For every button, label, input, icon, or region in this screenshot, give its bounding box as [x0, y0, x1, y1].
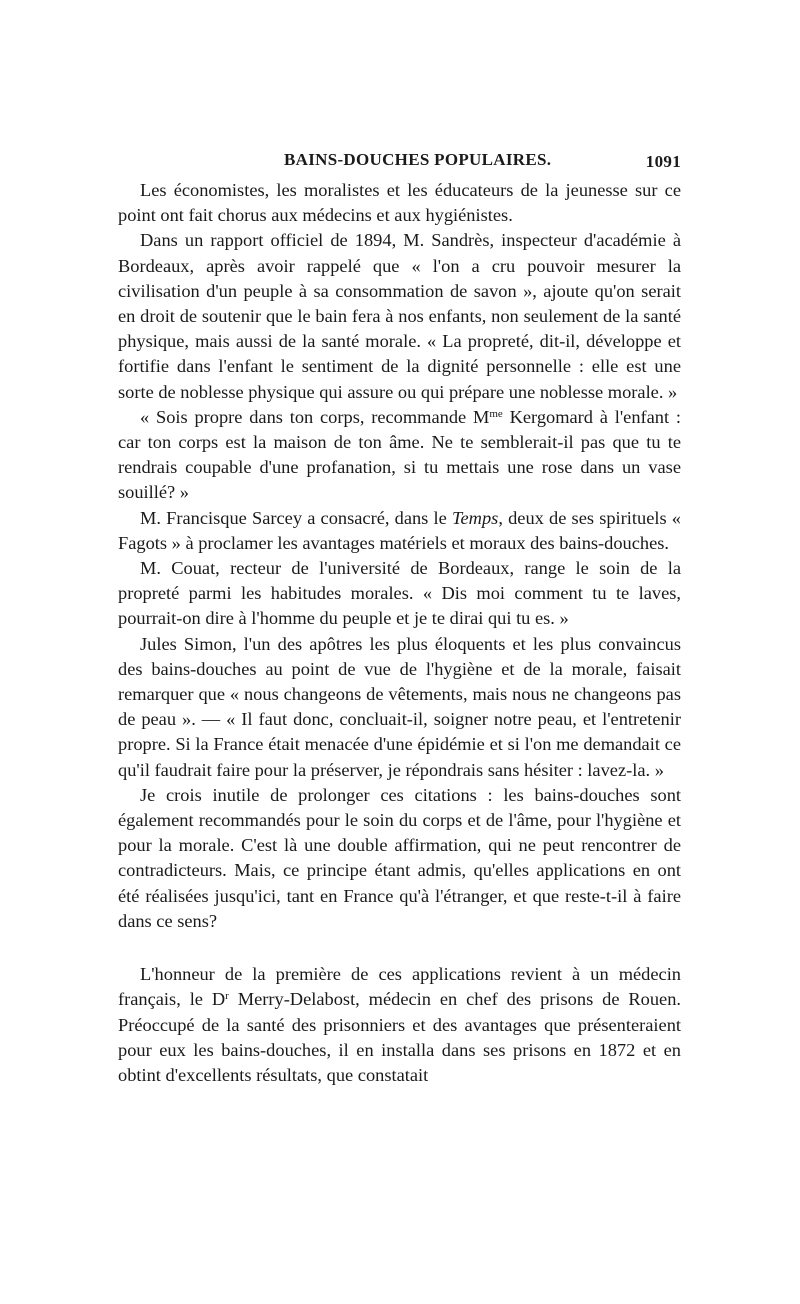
paragraph-4-part-1: M. Francisque Sarcey a consacré, dans le — [140, 507, 452, 528]
paragraph-3 — [118, 405, 681, 506]
superscript-r: r — [225, 990, 229, 1003]
paragraph-4-part-2: , deux de ses spirituels « Fagots » à proclamer les avantages matériels et moraux des bains-douches. — [118, 507, 681, 553]
paragraph-5: M. Couat, recteur de l'université de Bordeaux, range le soin de la propreté parmi les habitudes morales. « Dis moi comment tu te laves, pourrait-on dire à l'homme du peuple et je te dirai qui tu es. » — [118, 558, 681, 629]
book-page — [118, 150, 681, 1088]
italic-temps: Temps — [451, 507, 499, 528]
paragraph-3-part-1: « Sois propre dans ton corps, recommande M — [140, 406, 490, 427]
superscript-me: me — [489, 407, 503, 420]
paragraph-2: Dans un rapport officiel de 1894, M. Sandrès, inspecteur d'académie à Bordeaux, après avoir rappelé que « l'on a cru pouvoir mesurer la civilisation d'un peuple à sa consommation de savon », ajoute qu'on serait en droit de soutenir que le bain fera à nos enfants, non seulement de la santé physique, mais aussi de la santé morale. « La propreté, dit-il, développe et fortifie dans l'enfant le sentiment de la dignité personnelle : elle est une sorte de noblesse physique qui assure ou qui prépare une noblesse morale. » — [118, 230, 681, 402]
paragraph-4 — [118, 506, 681, 556]
paragraph-8-part-1: L'honneur de la première de ces applications revient à un médecin français, le D — [118, 964, 681, 1010]
body-text — [118, 178, 681, 1088]
paragraph-1: Les économistes, les moralistes et les éducateurs de la jeunesse sur ce point ont fait chorus aux médecins et aux hygiénistes. — [118, 180, 681, 226]
paragraph-7: Je crois inutile de prolonger ces citations : les bains-douches sont également recommandés pour le soin du corps et de l'âme, pour l'hygiène et pour la morale. C'est là une double affirmation, qui ne peut rencontrer de contradicteurs. Mais, ce principe étant admis, qu'elles applications en ont été réalisées jusqu'ici, tant en France qu'à l'étranger, et que reste-t-il à faire dans ce sens? — [118, 784, 681, 931]
running-head — [118, 150, 681, 178]
paragraph-8-part-2: Merry-Delabost, médecin en chef des prisons de Rouen. Préoccupé de la santé des prisonniers et des avantages que présenteraient pour eux les bains-douches, il en installa dans ses prisons en 1872 et en obtint d'excellents résultats, que constatait — [118, 989, 682, 1085]
running-title: BAINS-DOUCHES POPULAIRES. — [284, 150, 552, 169]
paragraph-6: Jules Simon, l'un des apôtres les plus éloquents et les plus convaincus des bains-douches au point de vue de l'hygiène et de la morale, faisait remarquer que « nous changeons de vêtements, mais nous ne changeons pas de peau ». — « Il faut donc, concluait-il, soigner notre peau, et l'entretenir propre. Si la France était menacée d'une épidémie et si l'on me demandait ce qu'il faudrait faire pour la préserver, je répondrais sans hésiter : lavez-la. » — [118, 633, 681, 780]
paragraph-8 — [118, 962, 681, 1088]
paragraph-3-part-2: Kergomard à l'enfant : car ton corps est la maison de ton âme. Ne te semblerait-il pas que tu te rendrais coupable d'une profanation, si tu mettais une rose dans un vase souillé? » — [118, 406, 681, 503]
page-number: 1091 — [645, 152, 681, 171]
